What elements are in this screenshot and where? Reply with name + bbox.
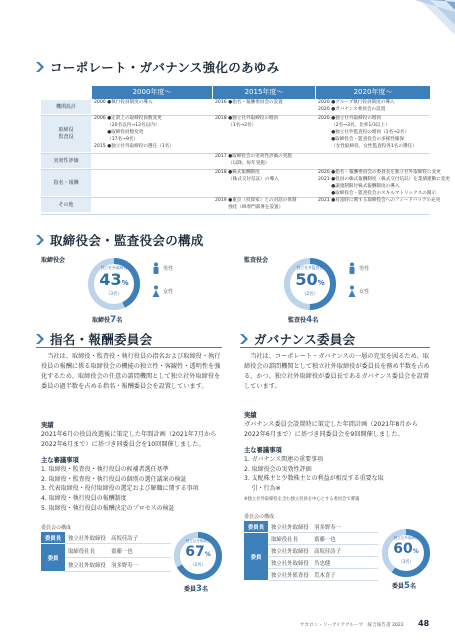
section-chevron-icon [36,334,46,344]
female-person-icon [348,285,356,297]
timeline-cell: 2017 ●取締役会の実効性評価の実施 （以降、毎年実施） [215,154,292,166]
timeline-row-label: 指名・報酬 [41,170,91,196]
governance-ring-label: 独立社外取締役 [393,536,419,540]
member-name: 取締役社長 齋藤一也 [268,533,378,545]
timeline-row-label: その他 [41,198,91,212]
member-name: 独立社外監査役 荒木喜子 [268,569,378,581]
auditors-count: （2名） [301,292,319,297]
chair-name: 独立社外取締役 羽多野寿一 [268,521,378,533]
governance-title: ガバナンス委員会 [254,332,356,347]
male-label: 男性 [163,266,174,272]
member-name: 独立社外取締役 呉忠健 [268,557,378,569]
chair-name: 独立社外取締役 高坂佳詩子 [65,532,171,544]
nomination-topics: 1. 取締役・監査役・執行役員の候補者選任基準 2. 取締役・監査役・執行役員の個別の選任議案の検証 3. 代表取締役・役付取締役の選定および解職に関する事項 4. 取締役・執行役員の報酬制度 5. 取締役・執行役員の報酬決定のプロセスの検証 [41,466,199,512]
timeline-period-2: 2015年度〜 [213,86,315,99]
board-ring-label: 独立社外取締役 [100,265,128,270]
decorative-stripes [360,0,455,40]
nomination-body: 当社は、取締役・監査役・執行役員の指名および取締役・執行役員の報酬に係る取締役会の機能の独立性・客観性・透明性を強化するため、取締役会の任意の諮問機関として独立社外取締役を委員の過半数を占める指名・報酬委員会を設置しています。 [41,353,221,391]
female-label: 女性 [163,289,174,295]
nomination-title: 指名・報酬委員会 [50,332,153,347]
governance-topics: 1. ガバナンス関連の重要事項 2. 取締役会の実効性評価 3. 支配株主と少数株主との利益が相反する重要な取 引・行為※ [244,456,384,493]
title-underline [36,347,222,348]
governance-count: （3名） [398,560,414,565]
timeline-cell: 2018 ●株式報酬制度 （株式交付信託）の導入 [215,170,279,182]
timeline-cell: 2020 ●指名・報酬委員会の委員長を独立社外取締役に変更 2021 ●役員の株式報酬制度（株式交付信託）を業績連動に変更 ●譲渡制限付株式報酬制度の導入 ●取締役会・監査役会のスキルマトリックスの開示 [318,170,451,196]
nomination-topics-title: 主な審議事項 [41,457,79,464]
timeline-cell: 2016 ●指名・報酬委員会の設置 [215,100,283,105]
timeline-cell: 2000 ●執行役員制度の導入 [94,100,153,105]
nomination-percent: 67% [185,544,211,560]
role-member: 委員 [244,533,268,581]
nomination-count: （2名） [190,563,206,568]
page-number: 48 [418,619,430,628]
timeline-cell: 2020 ●独立社外取締役の増員 （2名→3名、比率1/3以上） ●独立社外監査役の増員（1名→2名） ●取締役会・監査役会の多様性確保 （女性取締役、女性監査役各1名の選任） [318,116,417,149]
nomination-ring-label: 独立社外取締役 [185,539,211,543]
timeline-cell: 2019 ●東京（投資家）との対話の体制 強化（IR専門部署を設置） [215,198,297,210]
nomination-total: 委員3名 [184,584,208,594]
section-chevron-icon [36,235,46,245]
board-percent: 43% [99,270,129,289]
member-name: 独立社外取締役 羽多野寿一 [65,558,171,572]
governance-comp-title: 委員会の構成 [244,514,275,520]
timeline-cell: 2018 ●独立社外取締役の増員 （1名→2名） [215,116,279,128]
footer-text: サカロン・ソーアイアグループ 統合報告書 2022 [300,623,404,628]
male-person-icon [152,262,160,274]
role-member: 委員 [41,544,65,572]
timeline-row-label: 機関設計 [41,100,91,114]
governance-record: ガバナンス委員会設置時に策定した年間計画（2021年8月から2022年6月まで）に基づき同委員会を9回開催しました。 [244,421,418,439]
member-name: 取締役社長 齋藤一也 [65,544,171,558]
board-total: 取締役7名 [92,315,123,325]
timeline-row-label: 実効性評価 [41,154,91,168]
nomination-record: 2021年6月の役員改選後に策定した年間計画（2021年7月から2022年6月まで）に基づき同委員会を10回開催しました。 [41,431,217,449]
timeline-cell: 2020 ●グループ執行役員制度の導入 2020 ●ガバナンス委員会の設置 [318,100,395,112]
timeline-row-label: 取締役 監査役 [41,116,91,152]
role-chair: 委員長 [244,521,268,533]
timeline-period-1: 2000年度〜 [92,86,212,99]
section-title-timeline: コーポレート・ガバナンス強化のあゆみ [50,60,280,75]
title-underline [240,347,430,348]
auditors-percent: 50% [295,270,325,289]
timeline-period-3: 2020年度〜 [316,86,430,99]
member-name: 独立社外取締役 高坂佳詩子 [268,545,378,557]
governance-note: ※独立社外取締役を含む独立役員を中心とする委員会で審議 [244,497,360,502]
governance-total: 委員5名 [392,581,416,591]
female-label: 女性 [359,289,370,295]
section-chevron-icon [240,334,250,344]
timeline-cell: 2021 ●対話時に関する取締役会へのフィードバックの充実 [318,198,441,203]
row-divider [41,214,430,215]
governance-record-title: 実績 [244,412,257,419]
nomination-comp-table [41,532,171,572]
section-title-composition: 取締役会・監査役会の構成 [50,233,204,248]
male-person-icon [348,262,356,274]
section-chevron-icon [36,62,46,72]
female-person-icon [152,285,160,297]
board-label: 取締役会 [41,257,66,264]
governance-body: 当社は、コーポレート・ガバナンスの一層の充実を図るため、取締役会の諮問機関として独立社外取締役が委員長を務め半数を占める、かつ、独立社外取締役が委員長であるガバナンス委員会を設置しています。 [244,353,430,391]
role-chair: 委員長 [41,532,65,544]
auditors-label: 監査役会 [244,257,269,264]
auditors-total: 監査役4名 [288,315,319,325]
governance-topics-title: 主な審議事項 [244,447,282,454]
nomination-comp-title: 委員会の構成 [41,525,72,531]
governance-comp-table [244,521,378,581]
auditors-ring-label: 独立社外監査役 [296,265,324,270]
governance-percent: 60% [393,541,419,557]
nomination-record-title: 実績 [41,422,54,429]
timeline-cell: 2006 ●定款上の取締役員数変更 （20名以内→12名以内） ●取締役員数変更 （17名→9名） 2015 ●独立社外取締役の選任（1名） [94,116,174,149]
male-label: 男性 [359,266,370,272]
board-count: （3名） [105,292,123,297]
